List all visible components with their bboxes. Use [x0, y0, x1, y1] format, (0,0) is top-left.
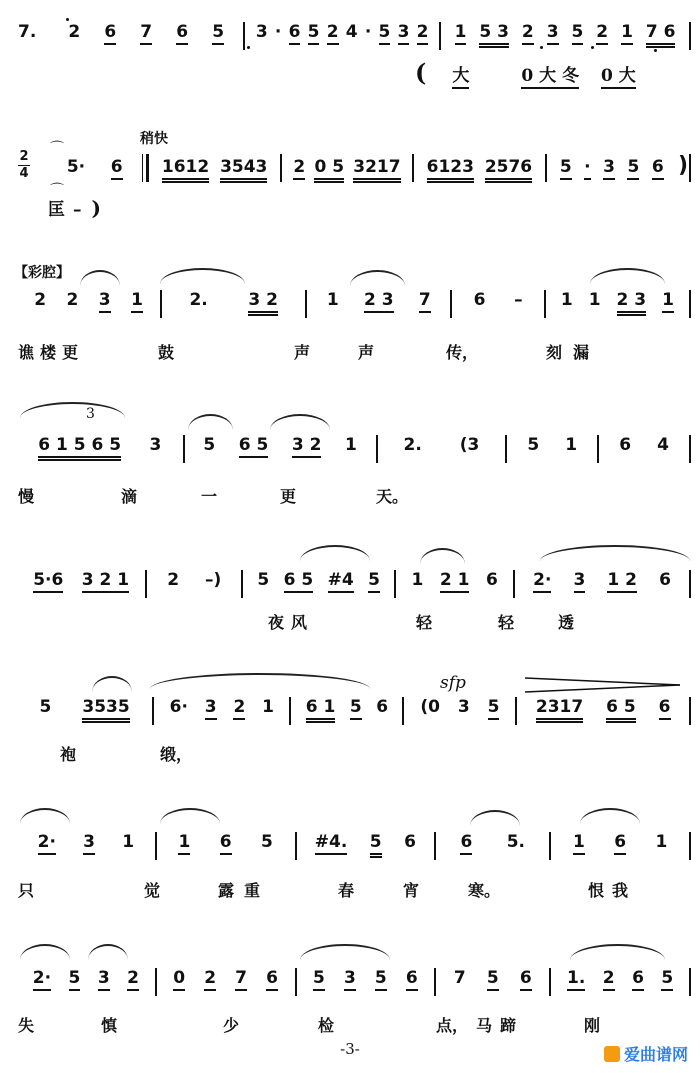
- note: 3535: [82, 697, 129, 723]
- measure: [18, 968, 154, 991]
- page-number: -3-: [340, 1040, 360, 1058]
- lyric: 我: [612, 881, 629, 900]
- note: 5: [370, 832, 382, 858]
- note: 2: [167, 570, 180, 590]
- barline: [505, 435, 507, 463]
- note: 1: [560, 290, 573, 310]
- slur: [580, 808, 640, 824]
- lyric: 慢: [18, 487, 35, 506]
- slur: [470, 810, 520, 826]
- lyric: 鼓: [158, 343, 175, 362]
- watermark-logo: [604, 1042, 688, 1065]
- dot: [66, 18, 69, 21]
- note: 6: [632, 968, 644, 991]
- note: 5·: [66, 157, 86, 177]
- lyric: 滴: [121, 487, 138, 506]
- decrescendo-hairpin: [525, 676, 685, 696]
- barline: [434, 832, 436, 860]
- fermata-icon: ⌒: [50, 141, 64, 157]
- slur: [540, 545, 690, 561]
- measure: [516, 570, 688, 593]
- note: 1: [122, 832, 135, 852]
- lyric: 刚: [584, 1016, 601, 1035]
- note: 3: [457, 697, 470, 717]
- lyric: 寒。: [468, 881, 501, 900]
- measure: [548, 157, 676, 180]
- note: 1: [621, 22, 633, 45]
- note: 5: [212, 22, 224, 45]
- measure: [308, 290, 449, 313]
- barline: [515, 697, 517, 725]
- lyric: 谯: [18, 343, 35, 362]
- measure: [18, 570, 144, 593]
- note: 6·: [169, 697, 188, 717]
- note: 5: [375, 968, 387, 991]
- note: 1.: [567, 968, 585, 991]
- lyric: 刻: [546, 343, 563, 362]
- note: 6 1 5 6 5: [38, 435, 121, 461]
- note: 2: [327, 22, 339, 45]
- note: 5: [487, 968, 499, 991]
- note: 6 1: [306, 697, 336, 723]
- lyric: 失: [18, 1016, 35, 1035]
- percussion-line-2: [48, 195, 692, 220]
- barline: [545, 154, 547, 182]
- staff-line-7: [18, 832, 692, 860]
- note: ·: [584, 157, 590, 180]
- note: 6: [176, 22, 188, 45]
- slur: [88, 944, 128, 960]
- note: 2317: [536, 697, 583, 723]
- note: 2: [233, 697, 245, 720]
- slur: [150, 673, 370, 689]
- note: 5: [257, 570, 270, 590]
- note: 6: [376, 697, 389, 717]
- note: 3: [99, 290, 111, 313]
- dynamic-mark: sfp: [440, 673, 466, 693]
- percussion: –: [73, 200, 82, 220]
- lyric: 声: [294, 343, 311, 362]
- note: 5 3: [479, 22, 509, 48]
- note: 5: [527, 435, 540, 455]
- barline: [155, 832, 157, 860]
- measure: [415, 157, 543, 183]
- note: 2·: [533, 570, 551, 593]
- slur: [300, 944, 390, 960]
- note: 3: [255, 22, 268, 42]
- staff-line-2: [48, 153, 692, 183]
- note: #4.: [315, 832, 348, 855]
- note: 3: [603, 157, 615, 180]
- barline: [152, 697, 154, 725]
- lyric: 重: [244, 881, 261, 900]
- watermark-text: 爱曲谱网: [623, 1045, 688, 1064]
- barline: [376, 435, 378, 463]
- section-tag: 【彩腔】: [14, 265, 70, 281]
- paren-close: ): [677, 153, 689, 178]
- note: 6: [220, 832, 232, 855]
- triplet-mark: 3: [86, 406, 95, 422]
- note: 1: [655, 832, 668, 852]
- note: 3: [149, 435, 162, 455]
- measure: [518, 697, 688, 723]
- measure: [292, 697, 401, 723]
- note: #4: [328, 570, 354, 593]
- note: 2: [417, 22, 429, 45]
- note: 6: [520, 968, 532, 991]
- tempo-mark: 稍快: [140, 131, 168, 147]
- note: 5: [308, 22, 320, 45]
- paren-open: (: [415, 58, 427, 87]
- barline: [295, 968, 297, 996]
- barline: [689, 22, 691, 50]
- note: 3: [205, 697, 217, 720]
- measure: [18, 832, 154, 855]
- note: 5: [368, 570, 380, 593]
- note: 5: [313, 968, 325, 991]
- note: 5: [661, 968, 673, 991]
- measure: [158, 832, 294, 855]
- barline: [544, 290, 546, 318]
- note: 2 1: [440, 570, 470, 593]
- lyric: 马: [476, 1016, 493, 1035]
- measure: [437, 832, 548, 855]
- measure: [552, 832, 688, 855]
- note: 2: [522, 22, 534, 45]
- measure: [547, 290, 688, 316]
- note: 5·6: [33, 570, 63, 593]
- note: 2: [68, 22, 81, 42]
- measure: [48, 157, 141, 180]
- note: 3543: [220, 157, 267, 183]
- note: 3: [398, 22, 410, 45]
- lyric: 风: [291, 613, 308, 632]
- barline: [597, 435, 599, 463]
- lyric: 露: [218, 881, 235, 900]
- measure: [158, 968, 294, 991]
- note: 1: [455, 22, 467, 45]
- barline: [412, 154, 414, 182]
- note: 4: [657, 435, 669, 455]
- measure: [18, 290, 159, 313]
- ts-bottom: 4: [19, 166, 29, 181]
- slur: [20, 808, 70, 824]
- staff-line-5: [18, 570, 692, 598]
- lyric: 点，: [436, 1016, 469, 1035]
- note: (3: [459, 435, 480, 455]
- note: 3 2 1: [82, 570, 129, 593]
- barline: [689, 154, 691, 182]
- lyric: 传，: [446, 343, 479, 362]
- note: 2 3: [364, 290, 394, 313]
- note: 6: [406, 968, 418, 991]
- lyric: 楼: [40, 343, 57, 362]
- lyric: 宵: [403, 881, 420, 900]
- slur: [188, 414, 233, 430]
- measure: [18, 697, 151, 723]
- measure: [163, 290, 304, 316]
- note: –): [204, 570, 222, 590]
- lyric: 蹄: [500, 1016, 517, 1035]
- note: (0: [420, 697, 440, 717]
- measure: [150, 157, 278, 183]
- lyric: 轻: [498, 613, 515, 632]
- staff-line-8: [18, 968, 692, 996]
- note: 6: [485, 570, 498, 590]
- note: 6: [266, 968, 278, 991]
- lyric: 少: [223, 1016, 240, 1035]
- barline: [689, 968, 691, 996]
- note: 2: [34, 290, 47, 310]
- note: 2: [596, 22, 608, 45]
- note: 5: [572, 22, 584, 45]
- lyric: 检: [318, 1016, 335, 1035]
- staff-line-3: [18, 290, 692, 318]
- barline: [434, 968, 436, 996]
- measure: [552, 968, 688, 991]
- dot: [591, 46, 594, 49]
- note: 5: [379, 22, 391, 45]
- lyric: 夜: [268, 613, 285, 632]
- slur: [590, 268, 665, 284]
- barline: [183, 435, 185, 463]
- note: 2: [603, 968, 615, 991]
- note: 7: [419, 290, 431, 313]
- lyric: 只: [18, 881, 35, 900]
- lyric: 透: [558, 613, 575, 632]
- lyric: 更: [280, 487, 297, 506]
- note: 3: [574, 570, 586, 593]
- note: 4: [345, 22, 358, 42]
- note: 3 2: [248, 290, 278, 316]
- note: 6: [652, 157, 664, 180]
- note: 0: [173, 968, 185, 991]
- barline: [243, 22, 245, 50]
- note: 2 3: [617, 290, 647, 316]
- note: 1: [411, 570, 424, 590]
- barline: [450, 290, 452, 318]
- lyric: 春: [338, 881, 355, 900]
- note: 3217: [353, 157, 400, 183]
- slur: [20, 402, 125, 418]
- measure: [155, 697, 288, 720]
- lyric: 轻: [416, 613, 433, 632]
- lead-note: 7.: [18, 22, 37, 42]
- note: 5: [203, 435, 216, 455]
- note: 6: [659, 570, 671, 590]
- note: 6: [104, 22, 116, 45]
- note: 7: [453, 968, 466, 988]
- barline: [305, 290, 307, 318]
- ts-top: 2: [19, 149, 29, 164]
- note: 6: [619, 435, 632, 455]
- note: 2: [127, 968, 139, 991]
- note: 2·: [38, 832, 56, 855]
- note: 1: [573, 832, 585, 855]
- note: 1: [178, 832, 190, 855]
- note: 5: [39, 697, 52, 717]
- percussion-line-1: [415, 58, 680, 89]
- slur: [160, 808, 220, 824]
- lyric: 慎: [101, 1016, 118, 1035]
- music-note-icon: [604, 1046, 620, 1062]
- note: 5: [69, 968, 81, 991]
- note: 5: [627, 157, 639, 180]
- note: ·: [364, 22, 372, 42]
- measure: [18, 435, 182, 461]
- slur: [80, 270, 120, 286]
- lyric: 一: [201, 487, 218, 506]
- barline: [402, 697, 404, 725]
- barline: [689, 832, 691, 860]
- percussion: 大: [452, 61, 469, 89]
- slur: [92, 676, 132, 692]
- measure: [244, 570, 393, 593]
- barline: [689, 570, 691, 598]
- note: 3: [83, 832, 95, 855]
- fermata-icon: ⌒: [50, 183, 64, 199]
- note: 7: [235, 968, 247, 991]
- note: 2: [204, 968, 216, 991]
- note: 2: [66, 290, 79, 310]
- note: 7: [140, 22, 152, 45]
- paren-close: ): [91, 196, 101, 220]
- dot: [247, 46, 250, 49]
- barline: [549, 832, 551, 860]
- lyric: 漏: [573, 343, 590, 362]
- percussion: 0 大 冬: [521, 61, 579, 89]
- measure: [50, 22, 242, 45]
- note: 5: [350, 697, 362, 720]
- measure: [397, 570, 512, 593]
- barline: [394, 570, 396, 598]
- barline: [689, 290, 691, 318]
- barline: [142, 154, 149, 182]
- note: 7 6: [646, 22, 676, 48]
- lyric: 更: [62, 343, 79, 362]
- percussion: 0 大: [601, 61, 636, 89]
- slur: [20, 944, 70, 960]
- note: 6: [111, 157, 123, 180]
- lyric: 觉: [144, 881, 161, 900]
- note: 2576: [485, 157, 532, 183]
- barline: [295, 832, 297, 860]
- staff-line-4: [18, 435, 692, 463]
- note: 5: [488, 697, 500, 720]
- note: 6: [659, 697, 671, 720]
- note: 6: [614, 832, 626, 855]
- slur: [570, 944, 665, 960]
- barline: [241, 570, 243, 598]
- time-signature: [18, 150, 30, 181]
- barline: [160, 290, 162, 318]
- note: 6: [473, 290, 486, 310]
- measure: [600, 435, 688, 455]
- percussion: 匡: [48, 200, 65, 220]
- slur: [350, 270, 405, 286]
- measure: [453, 290, 542, 310]
- barline: [549, 968, 551, 996]
- measure: [405, 697, 514, 720]
- note: 6: [289, 22, 301, 45]
- lyric: 声: [358, 343, 375, 362]
- note: 1 2: [607, 570, 637, 593]
- lyric: 恨: [588, 881, 605, 900]
- slur: [270, 414, 330, 430]
- note: 1: [588, 290, 601, 310]
- slur: [300, 545, 370, 561]
- note: 1: [262, 697, 274, 717]
- note: 2.: [189, 290, 208, 310]
- dot: [540, 46, 543, 49]
- measure: [442, 22, 688, 48]
- barline: [145, 570, 147, 598]
- note: 6: [460, 832, 472, 855]
- note: 3: [98, 968, 110, 991]
- note: 1: [131, 290, 143, 313]
- measure: [186, 435, 375, 458]
- staff-line-6: [18, 697, 692, 725]
- note: 2.: [403, 435, 422, 455]
- note: 5.: [506, 832, 526, 852]
- measure: [283, 157, 411, 183]
- note: 1612: [162, 157, 209, 183]
- note: 3 2: [292, 435, 322, 458]
- barline: [289, 697, 291, 725]
- note: 6123: [427, 157, 474, 183]
- measure: [437, 968, 548, 991]
- measure: [298, 832, 434, 858]
- lyric: 天。: [376, 487, 409, 506]
- lyric: 缎，: [160, 745, 193, 764]
- note: 2·: [33, 968, 51, 991]
- note: 6 5: [239, 435, 269, 458]
- note: 5: [560, 157, 572, 180]
- barline: [155, 968, 157, 996]
- note: 3: [344, 968, 356, 991]
- note: –: [514, 290, 523, 310]
- dot: [654, 49, 657, 52]
- note: 6 5: [606, 697, 636, 723]
- note: ·: [274, 22, 282, 42]
- note: 5: [260, 832, 273, 852]
- barline: [280, 154, 282, 182]
- measure: [379, 435, 505, 455]
- note: 6 5: [284, 570, 314, 593]
- note: 0 5: [314, 157, 344, 183]
- barline: [689, 697, 691, 725]
- barline: [439, 22, 441, 50]
- note: 2: [293, 157, 305, 180]
- note: 1: [326, 290, 339, 310]
- note: 1: [344, 435, 357, 455]
- note: 6: [404, 832, 416, 852]
- note: 3: [547, 22, 559, 45]
- lyric: 袍: [60, 745, 77, 764]
- barline: [513, 570, 515, 598]
- slur: [420, 548, 465, 564]
- note: 1: [565, 435, 578, 455]
- measure: [298, 968, 434, 991]
- slur: [160, 268, 245, 284]
- note: 1: [662, 290, 674, 313]
- measure: [246, 22, 438, 45]
- barline: [689, 435, 691, 463]
- measure: [508, 435, 596, 455]
- measure: [148, 570, 240, 590]
